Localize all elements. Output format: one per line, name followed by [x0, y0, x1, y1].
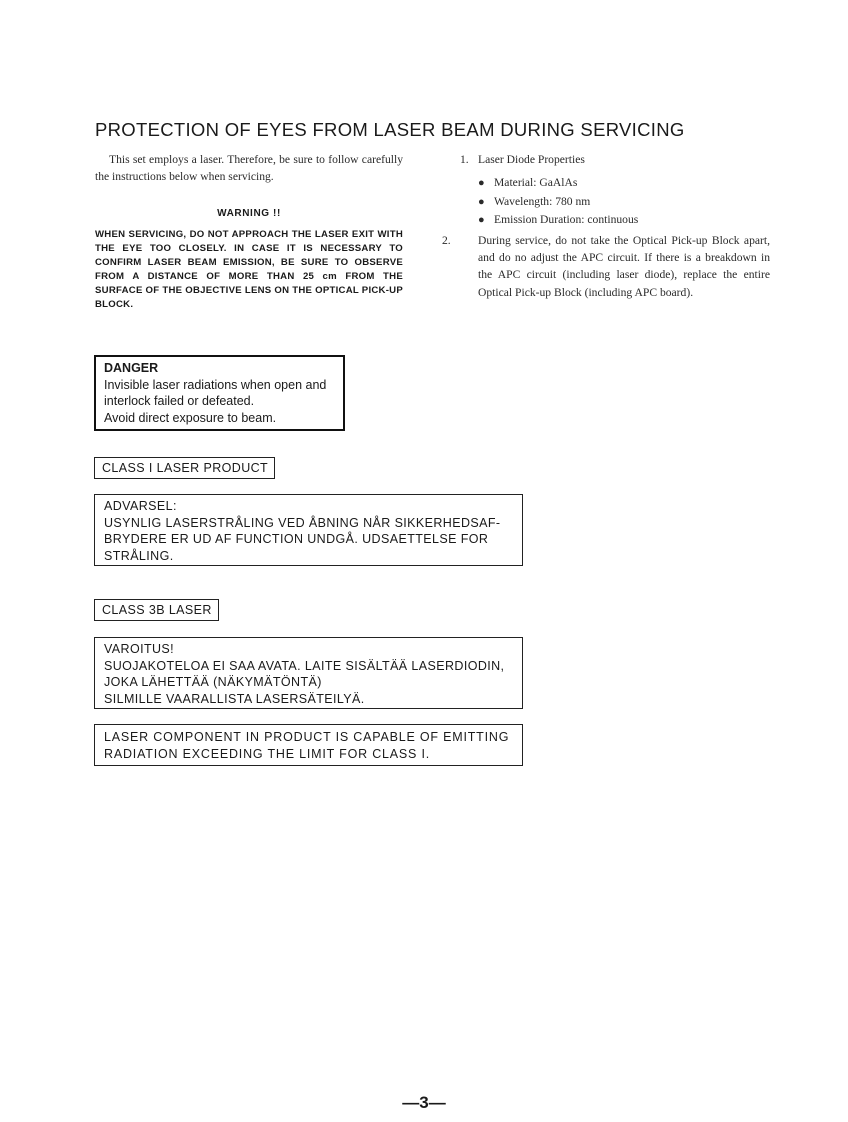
properties-item-2	[442, 232, 770, 301]
list-item: ● Material: GaAlAs	[478, 174, 768, 193]
advarsel-line: USYNLIG LASERSTRÅLING VED ÅBNING NÅR SIKKERHEDSAF-	[104, 515, 501, 530]
danger-heading: DANGER	[104, 361, 159, 375]
advarsel-line: BRYDERE ER UD AF FUNCTION UNDGÅ. UDSAETTELSE FOR	[104, 532, 489, 546]
warning-heading: WARNING !!	[217, 208, 281, 219]
properties-item-1	[460, 151, 770, 168]
bullet-icon: ●	[478, 214, 485, 226]
intro-paragraph: This set employs a laser. Therefore, be sure to follow carefully the instructions below when servicing.	[95, 153, 403, 183]
item-2-text: During service, do not take the Optical Pick-up Block apart, and do no adjust the APC circuit. If there is a breakdown in the APC circuit (including laser diode), replace the entire Optical Pick-up Block (including APC board).	[478, 234, 770, 299]
item-2-number: 2.	[442, 234, 451, 247]
varoitus-line: SUOJAKOTELOA EI SAA AVATA. LAITE SISÄLTÄÄ LASERDIODIN,	[104, 658, 505, 673]
list-item: ● Wavelength: 780 nm	[478, 193, 768, 212]
danger-box	[94, 355, 345, 431]
page-number: —3—	[402, 1093, 446, 1112]
varoitus-line: SILMILLE VAARALLISTA LASERSÄTEILYÄ.	[104, 691, 365, 706]
properties-bullet-list	[478, 174, 768, 230]
page-title: PROTECTION OF EYES FROM LASER BEAM DURING SERVICING	[95, 119, 685, 140]
warning-body: WHEN SERVICING, DO NOT APPROACH THE LASER EXIT WITH THE EYE TOO CLOSELY. IN CASE IT IS NECESSARY TO CONFIRM LASER BEAM EMISSION, BE SURE TO OBSERVE FROM A DISTANCE OF MORE THAN 25 cm FROM THE SURFACE OF THE OBJECTIVE LENS ON THE OPTICAL PICK-UP BLOCK.	[95, 229, 403, 310]
varoitus-line: VAROITUS!	[104, 642, 175, 656]
class-1-laser-label: CLASS I LASER PRODUCT	[94, 457, 275, 479]
list-item: ● Emission Duration: continuous	[478, 211, 768, 230]
advarsel-line: STRÅLING.	[104, 548, 174, 563]
laser-component-box	[94, 724, 523, 766]
danger-line: Invisible laser radiations when open and	[104, 377, 327, 392]
component-line: LASER COMPONENT IN PRODUCT IS CAPABLE OF EMITTING	[104, 730, 510, 744]
bullet-icon: ●	[478, 177, 485, 189]
varoitus-box	[94, 637, 523, 709]
danger-line: Avoid direct exposure to beam.	[104, 410, 277, 425]
varoitus-line: JOKA LÄHETTÄÄ (NÄKYMÄTÖNTÄ)	[104, 675, 322, 689]
bullet-icon: ●	[478, 195, 485, 208]
advarsel-box	[94, 494, 523, 566]
component-line: RADIATION EXCEEDING THE LIMIT FOR CLASS I.	[104, 746, 431, 761]
item-1-number: 1.	[460, 153, 469, 166]
advarsel-line: ADVARSEL:	[104, 499, 177, 513]
danger-line: interlock failed or defeated.	[104, 394, 255, 408]
item-1-title: Laser Diode Properties	[478, 153, 585, 166]
class-3b-laser-label: CLASS 3B LASER	[94, 599, 219, 621]
